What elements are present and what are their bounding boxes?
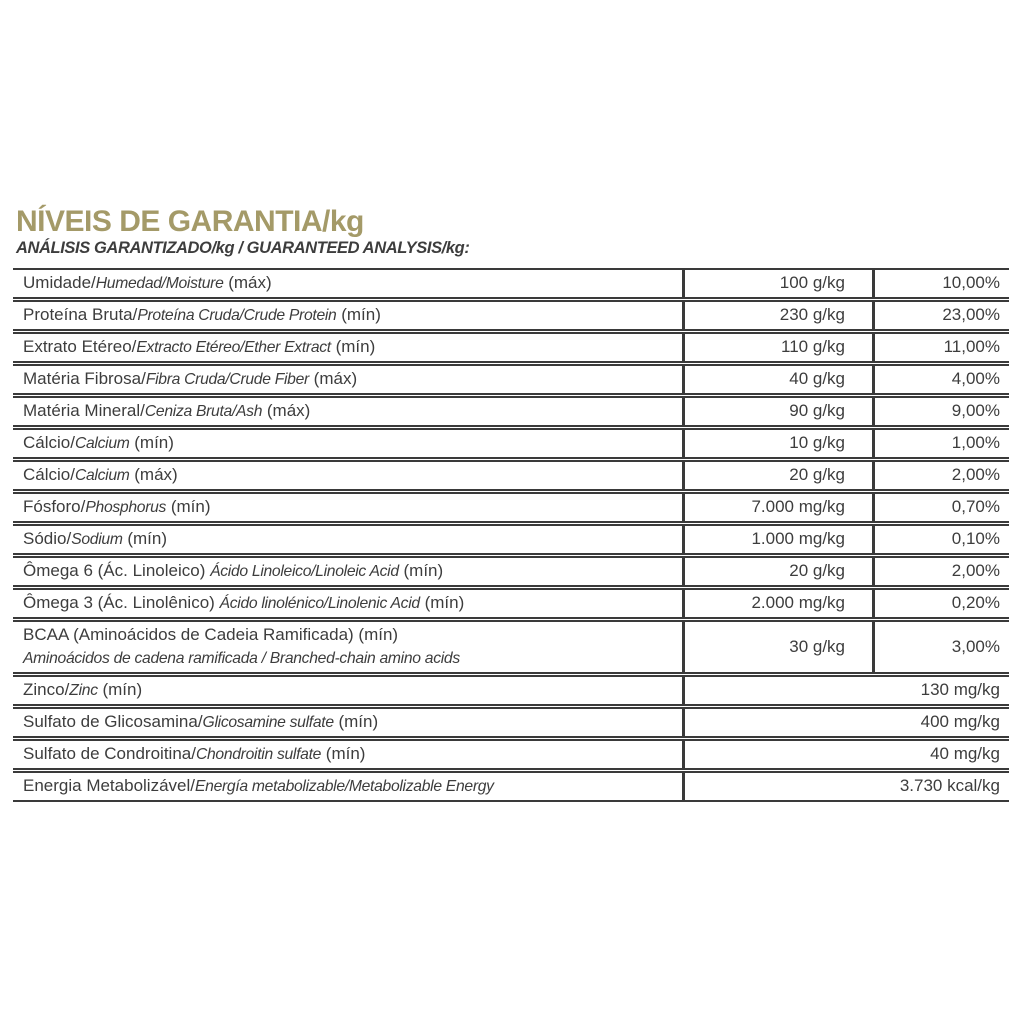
nutrient-name: Proteína Bruta/: [23, 305, 138, 324]
guarantee-section: [13, 206, 1009, 803]
nutrient-name: Zinco/: [23, 680, 70, 699]
value-amount: 100 g/kg: [682, 268, 872, 299]
table-row: [13, 396, 1009, 427]
nutrient-label: [13, 707, 682, 738]
nutrient-name: Cálcio/: [23, 465, 75, 484]
table-row: [13, 364, 1009, 395]
value-amount: 10 g/kg: [682, 428, 872, 459]
nutrient-name-translated: Ácido linolénico/Linolenic Acid: [219, 595, 420, 612]
page-title: NÍVEIS DE GARANTIA/kg: [16, 205, 364, 238]
nutrient-name: Ômega 6 (Ác. Linoleico): [23, 561, 211, 580]
nutrient-label: [13, 460, 682, 491]
table-row: [13, 300, 1009, 331]
nutrient-name-translated: Sodium: [71, 531, 123, 548]
nutrient-name-translated: Calcium: [74, 435, 130, 452]
table-row: [13, 620, 1009, 674]
value-percent: 0,10%: [872, 524, 1009, 555]
value-percent: 10,00%: [872, 268, 1009, 299]
value-merged: 400 mg/kg: [682, 707, 1009, 738]
nutrient-name: BCAA (Aminoácidos de Cadeia Ramificada) (mín): [23, 624, 399, 644]
nutrient-label-line1: [23, 623, 681, 647]
nutrient-name: (máx): [308, 369, 358, 388]
nutrient-name-translated: Ceniza Bruta/Ash: [144, 403, 263, 420]
nutrient-name: (máx): [223, 273, 272, 292]
guarantee-table-body: [13, 268, 1009, 802]
nutrient-label: [13, 771, 682, 802]
nutrient-name: (mín): [398, 561, 444, 580]
value-percent: 0,70%: [872, 492, 1009, 523]
nutrient-name: (mín): [97, 680, 143, 699]
nutrient-name: Sódio/: [23, 529, 72, 548]
nutrient-name: (mín): [129, 433, 174, 452]
table-row: [13, 524, 1009, 555]
nutrient-name: Matéria Mineral/: [23, 401, 145, 420]
nutrient-name-translated: Extracto Etéreo/Ether Extract: [136, 339, 331, 356]
value-percent: 0,20%: [872, 588, 1009, 619]
nutrient-label: [13, 428, 682, 459]
nutrient-label: [13, 268, 682, 299]
nutrient-label: [13, 364, 682, 395]
nutrient-label: [13, 556, 682, 587]
nutrient-name: (mín): [330, 337, 376, 356]
value-percent: 11,00%: [872, 332, 1009, 363]
nutrient-name: (máx): [262, 401, 311, 420]
nutrient-name-translated: Aminoácidos de cadena ramificada / Branched-chain amino acids: [23, 650, 460, 668]
nutrient-label: [13, 739, 682, 770]
table-row: [13, 739, 1009, 770]
nutrient-name: Fósforo/: [23, 497, 86, 516]
nutrient-name: Cálcio/: [23, 433, 75, 452]
nutrient-label: [13, 332, 682, 363]
value-merged: 130 mg/kg: [682, 675, 1009, 706]
value-percent: 2,00%: [872, 460, 1009, 491]
value-merged: 40 mg/kg: [682, 739, 1009, 770]
nutrient-name: (mín): [122, 529, 167, 548]
value-amount: 90 g/kg: [682, 396, 872, 427]
value-percent: 4,00%: [872, 364, 1009, 395]
nutrient-name-translated: Humedad/Moisture: [95, 275, 224, 292]
nutrient-name: (mín): [321, 744, 366, 763]
nutrient-name-translated: Zinc: [69, 682, 98, 699]
nutrient-name: Ômega 3 (Ác. Linolênico): [23, 593, 220, 612]
table-row: [13, 492, 1009, 523]
value-amount: 30 g/kg: [682, 620, 872, 674]
table-row: [13, 332, 1009, 363]
nutrient-name: Energia Metabolizável/: [23, 776, 195, 795]
nutrient-name: (mín): [419, 593, 465, 612]
table-row: [13, 588, 1009, 619]
nutrient-label: [13, 524, 682, 555]
value-amount: 230 g/kg: [682, 300, 872, 331]
value-percent: 2,00%: [872, 556, 1009, 587]
nutrient-name-translated: Phosphorus: [85, 499, 167, 516]
nutrient-label: [13, 300, 682, 331]
table-row: [13, 771, 1009, 802]
nutrient-name: (máx): [129, 465, 178, 484]
guarantee-table: [13, 267, 1009, 803]
table-row: [13, 460, 1009, 491]
value-amount: 40 g/kg: [682, 364, 872, 395]
nutrient-name: (mín): [166, 497, 211, 516]
table-row: [13, 707, 1009, 738]
nutrient-name-translated: Chondroitin sulfate: [195, 746, 322, 763]
value-percent: 3,00%: [872, 620, 1009, 674]
nutrient-label-line2: [23, 646, 681, 670]
nutrient-label: [13, 620, 682, 674]
value-amount: 2.000 mg/kg: [682, 588, 872, 619]
nutrient-name: Sulfato de Glicosamina/: [23, 712, 203, 731]
value-amount: 1.000 mg/kg: [682, 524, 872, 555]
nutrient-label: [13, 396, 682, 427]
page-subtitle: ANÁLISIS GARANTIZADO/kg / GUARANTEED ANALYSIS/kg:: [16, 238, 470, 257]
table-row: [13, 268, 1009, 299]
nutrient-name: Umidade/: [23, 273, 96, 292]
value-amount: 20 g/kg: [682, 556, 872, 587]
table-row: [13, 675, 1009, 706]
nutrient-name-translated: Proteína Cruda/Crude Protein: [137, 307, 337, 324]
nutrient-name-translated: Calcium: [74, 467, 130, 484]
table-row: [13, 428, 1009, 459]
value-percent: 23,00%: [872, 300, 1009, 331]
nutrient-name-translated: Ácido Linoleico/Linoleic Acid: [210, 563, 399, 580]
nutrient-name-translated: Energía metabolizable/Metabolizable Energy: [194, 778, 494, 795]
value-percent: 1,00%: [872, 428, 1009, 459]
nutrient-name: Matéria Fibrosa/: [23, 369, 146, 388]
nutrient-label: [13, 588, 682, 619]
value-percent: 9,00%: [872, 396, 1009, 427]
nutrient-name: (mín): [333, 712, 379, 731]
nutrient-label: [13, 675, 682, 706]
nutrient-label: [13, 492, 682, 523]
nutrient-name-translated: Fibra Cruda/Crude Fiber: [145, 371, 309, 388]
value-amount: 7.000 mg/kg: [682, 492, 872, 523]
table-row: [13, 556, 1009, 587]
nutrient-name: Extrato Etéreo/: [23, 337, 137, 356]
nutrient-name: (mín): [336, 305, 381, 324]
nutrient-name: Sulfato de Condroitina/: [23, 744, 196, 763]
nutrient-name-translated: Glicosamine sulfate: [202, 714, 334, 731]
value-amount: 20 g/kg: [682, 460, 872, 491]
value-amount: 110 g/kg: [682, 332, 872, 363]
value-merged: 3.730 kcal/kg: [682, 771, 1009, 802]
